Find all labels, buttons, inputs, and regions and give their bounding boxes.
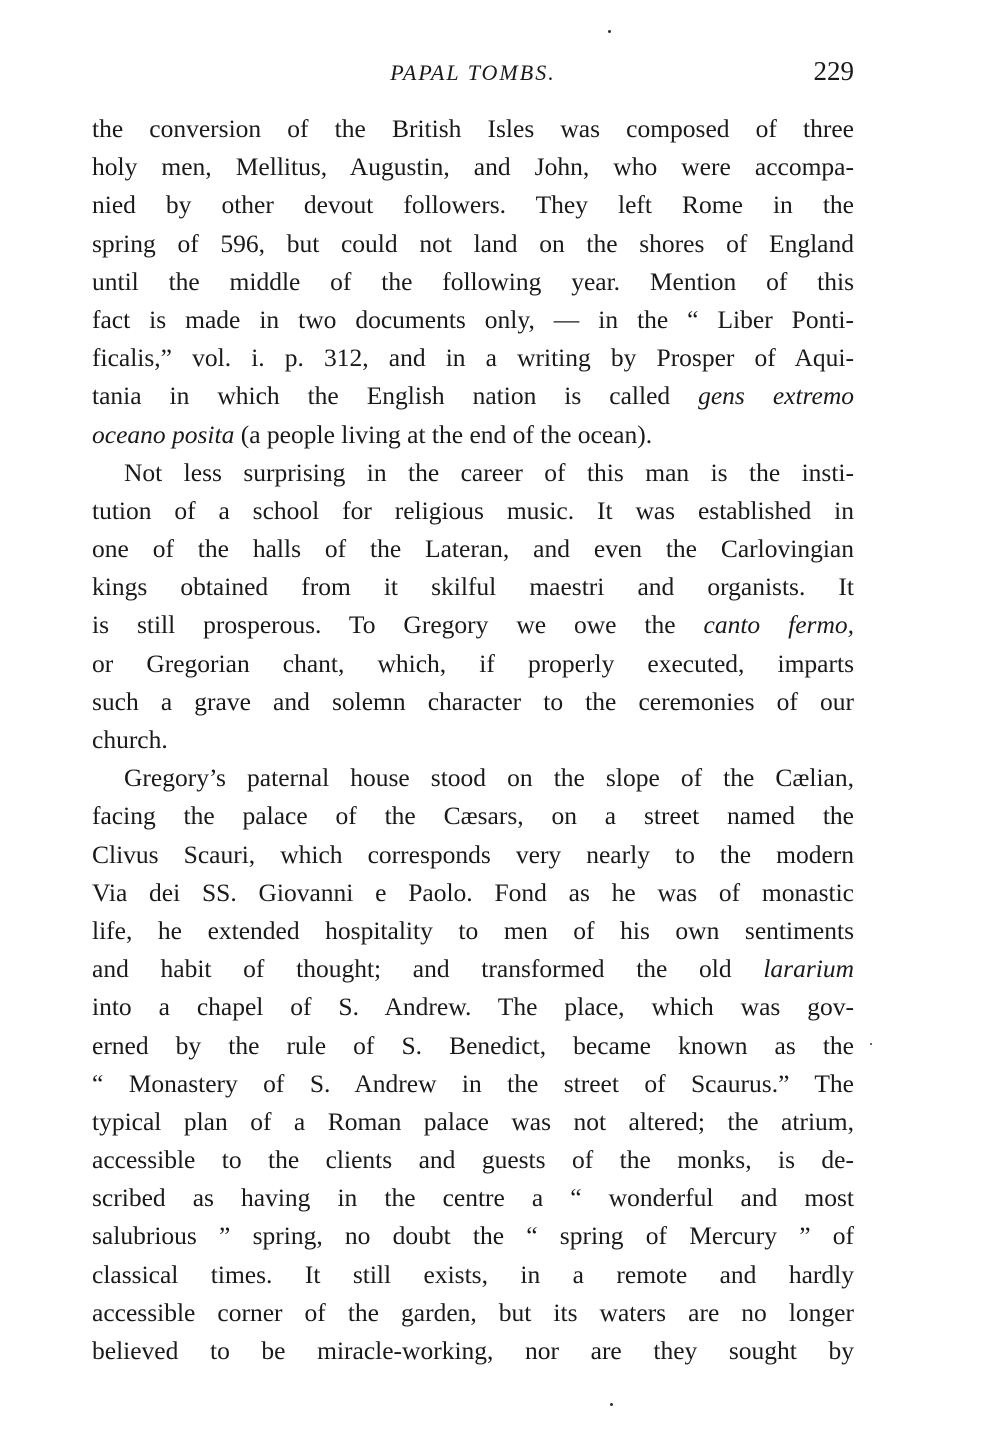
text-line [92, 950, 854, 988]
bottom-speck-mark [610, 1403, 613, 1406]
text-line: scribed as having in the centre a “ wonderful and most [92, 1183, 854, 1213]
line-text: is still prosperous. To Gregory we owe the [92, 610, 704, 640]
italic-phrase: oceano posita [92, 419, 235, 449]
text-line: salubrious ” spring, no doubt the “ spring of Mercury ” of [92, 1221, 854, 1251]
text-line [92, 377, 854, 415]
italic-phrase: lararium [763, 954, 854, 984]
text-line: classical times. It still exists, in a remote and hardly [92, 1259, 854, 1289]
text-line: facing the palace of the Cæsars, on a street named the [92, 801, 854, 831]
text-line: fact is made in two documents only, — in the “ Liber Ponti- [92, 304, 854, 334]
text-line: “ Monastery of S. Andrew in the street of Scaurus.” The [92, 1068, 854, 1098]
italic-phrase: canto fermo, [703, 610, 854, 640]
text-line: typical plan of a Roman palace was not altered; the atrium, [92, 1106, 854, 1136]
page-header [92, 56, 854, 92]
page-number: 229 [813, 56, 854, 86]
text-line: nied by other devout followers. They left Rome in the [92, 190, 854, 220]
text-line: accessible corner of the garden, but its waters are no longer [92, 1297, 854, 1327]
text-line: Gregory’s paternal house stood on the slope of the Cælian, [124, 763, 854, 793]
text-line: kings obtained from it skilful maestri and organists. It [92, 572, 854, 602]
text-line: Not less surprising in the career of this man is the insti- [124, 457, 854, 487]
paragraph [92, 454, 854, 760]
text-line: Clivus Scauri, which corresponds very nearly to the modern [92, 839, 854, 869]
text-line: accessible to the clients and guests of the monks, is de- [92, 1145, 854, 1175]
text-line: Via dei SS. Giovanni e Paolo. Fond as he was of monastic [92, 877, 854, 907]
line-text: tania in which the English nation is called [92, 381, 699, 411]
text-line [92, 416, 854, 454]
margin-speck-mark [870, 1043, 872, 1045]
text-line: the conversion of the British Isles was composed of three [92, 114, 854, 143]
top-speck-mark [608, 30, 611, 33]
line-text: (a people living at the end of the ocean). [234, 419, 653, 449]
text-line: such a grave and solemn character to the ceremonies of our [92, 686, 854, 716]
text-line: tution of a school for religious music. It was established in [92, 495, 854, 525]
text-line: one of the halls of the Lateran, and even the Carlovingian [92, 534, 854, 564]
body-text [92, 110, 854, 1370]
text-line: erned by the rule of S. Benedict, became known as the [92, 1030, 854, 1060]
paragraph [92, 759, 854, 1370]
text-line: holy men, Mellitus, Augustin, and John, who were accompa- [92, 152, 854, 182]
line-text: and habit of thought; and transformed the old [92, 954, 764, 984]
text-line: ficalis,” vol. i. p. 312, and in a writing by Prosper of Aqui- [92, 343, 854, 373]
text-line: into a chapel of S. Andrew. The place, which was gov- [92, 992, 854, 1022]
text-line: until the middle of the following year. Mention of this [92, 266, 854, 296]
text-line: church. [92, 725, 168, 754]
text-line: or Gregorian chant, which, if properly executed, imparts [92, 648, 854, 678]
text-line: life, he extended hospitality to men of his own sentiments [92, 915, 854, 945]
text-line [92, 606, 854, 644]
text-line: spring of 596, but could not land on the shores of England [92, 228, 854, 258]
running-head: PAPAL TOMBS. [390, 60, 556, 85]
italic-phrase: gens extremo [698, 381, 854, 411]
paragraph [92, 110, 854, 454]
text-line: believed to be miracle-working, nor are they sought by [92, 1336, 854, 1365]
